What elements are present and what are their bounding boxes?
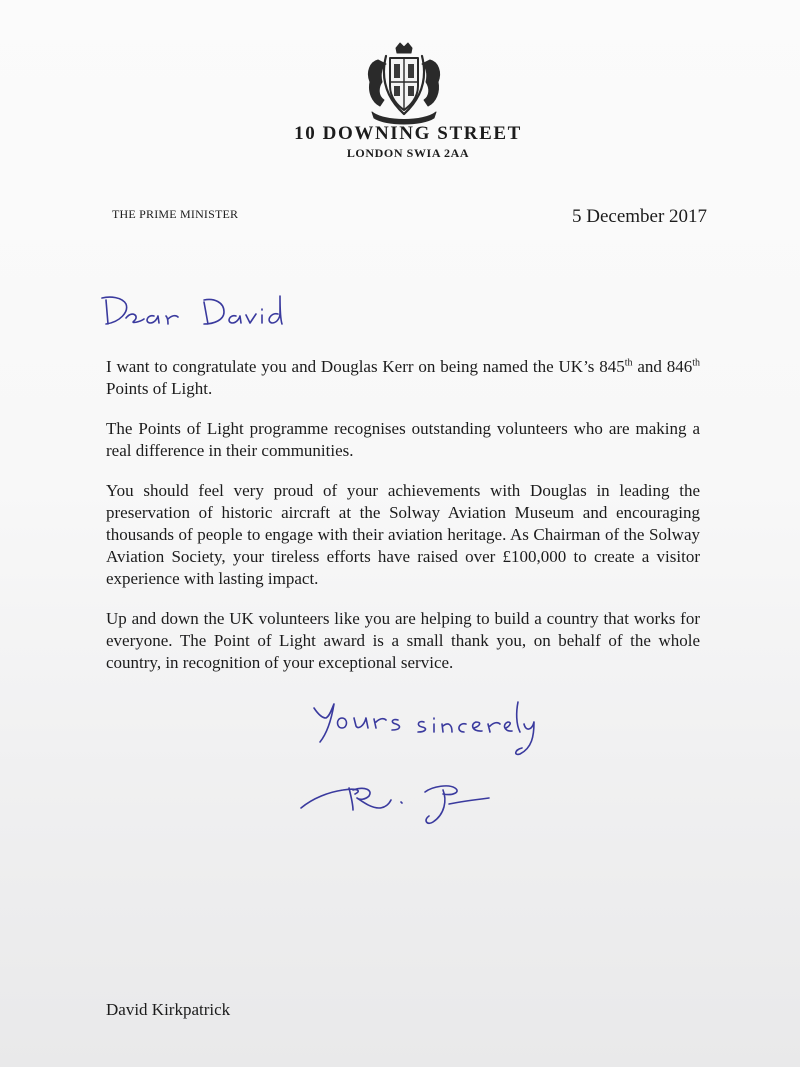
letter-body (106, 356, 700, 692)
recipient-name: David Kirkpatrick (106, 1000, 231, 1019)
royal-coat-of-arms-icon (358, 42, 450, 126)
paragraph-1-text-b: and 846 (632, 357, 693, 376)
letter-date: 5 December 2017 (572, 206, 708, 227)
letterhead-address-line1: 10 DOWNING STREET (294, 123, 522, 144)
paragraph-3: You should feel very proud of your achievements with Douglas in leading the preservation of historic aircraft at the Solway Aviation Museum and encouraging thousands of people to engage with their aviation heritage. As Chairman of the Solway Aviation Society, your tireless efforts have raised over £100,000 to create a visitor experience with lasting impact. (106, 481, 700, 588)
handwritten-salutation (96, 288, 286, 333)
paragraph-1 (106, 356, 700, 400)
ordinal-suffix: th (692, 357, 700, 369)
handwritten-closing (310, 696, 540, 758)
paragraph-4: Up and down the UK volunteers like you are helping to build a country that works for everyone. The Point of Light award is a small thank you, on behalf of the whole country, in recognition of your exceptional service. (106, 609, 700, 672)
paragraph-1-text-c: Points of Light. (106, 379, 213, 398)
ordinal-suffix: th (624, 357, 633, 369)
letterhead-address-line2: LONDON SWIA 2AA (346, 146, 470, 160)
sender-title: THE PRIME MINISTER (112, 207, 239, 221)
paragraph-2: The Points of Light programme recognises outstanding volunteers who are making a real difference in their communities. (106, 419, 700, 460)
handwritten-signature (293, 768, 493, 830)
paragraph-1-text-a: I want to congratulate you and Douglas Kerr on being named the UK’s 845 (106, 357, 625, 376)
